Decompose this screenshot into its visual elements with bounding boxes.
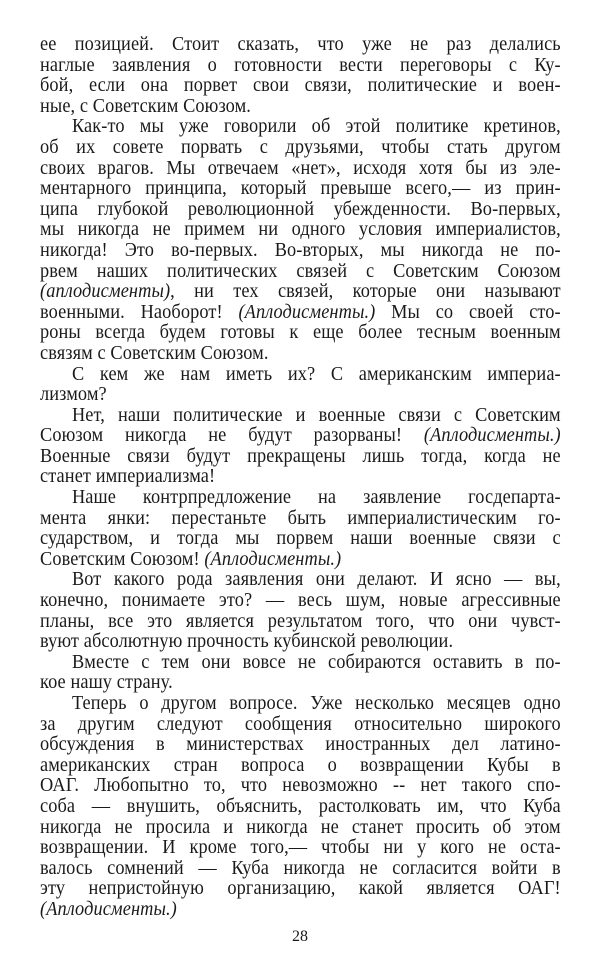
text-line: сударством, и тогда мы порвем наши военные связи с [40,528,561,550]
paragraph-7 [40,653,561,694]
text-line: никогда! Это во-первых. Во-вторых, мы никогда не по- [40,239,561,261]
text-line: соба — внушить, объяснить, растолковать им, что Куба [40,795,561,817]
paragraph-6 [40,570,561,652]
text-segment: Союзом никогда не будут разорваны! [40,425,424,447]
text-line: станет империализма! [40,466,216,488]
text-line: ОАГ. Любопытно то, что невозможно -- нет такого спо- [40,775,561,797]
applause-note: (Аплодисменты.) [204,548,342,570]
paragraph-1 [40,35,561,117]
text-line: вуют абсолютную прочность кубинской революции. [40,631,454,653]
text-line: наглые заявления о готовности вести переговоры с Ку- [40,54,561,76]
text-line: ные, с Советским Союзом. [40,95,251,117]
applause-note: (аплодисменты) [40,281,171,303]
text-line: Вот какого рода заявления они делают. И ясно — вы, [71,569,561,591]
text-segment: Мы со своей сто- [375,301,561,323]
text-line: связям с Советским Союзом. [40,342,269,364]
text-line [40,303,561,324]
text-line: Как-то мы уже говорили об этой политике кретинов, [71,116,561,138]
paragraph-3 [40,365,561,406]
paragraph-5 [40,488,561,570]
text-line: ципа глубокой революционной убежденности. Во-первых, [40,198,561,220]
text-line: валось сомнений — Куба никогда не согласится войти в [40,857,561,879]
text-line [40,550,561,571]
text-line [40,426,561,447]
text-segment: военными. Наоборот! [40,301,239,323]
paragraph-4 [40,406,561,488]
text-line: Вместе с тем они вовсе не собираются оставить в по- [71,651,561,673]
text-line: лизмом? [40,384,107,406]
text-line: планы, все это является результатом того, что они чувст- [40,610,561,632]
text-line: Военные связи будут прекращены лишь тогда, когда не [40,445,561,467]
text-line: Теперь о другом вопросе. Уже несколько месяцев одно [71,693,561,714]
text-line: кое нашу страну. [40,672,173,694]
text-line: за другим следуют сообщения относительно широкого [40,713,561,735]
text-line: возвращении. И кроме того,— чтобы ни у кого не оста- [40,837,561,859]
applause-note: (Аплодисменты.) [238,301,376,323]
text-line: обсуждения в министерствах иностранных дел латино- [40,734,561,756]
text-line: мента янки: перестаньте быть империалистическим го- [40,507,561,529]
text-line [40,900,561,921]
text-line: никогда не просила и никогда не станет просить об этом [40,816,561,838]
text-line: мы никогда не примем ни одного условия империалистов, [40,219,561,241]
text-line: роны всегда будем готовы к еще более тесным военным [40,322,561,344]
text-line [40,282,561,303]
text-line: своих врагов. Мы отвечаем «нет», исходя хотя бы из эле- [40,157,561,179]
text-segment: Советским Союзом! [40,548,205,570]
text-line: бой, если она порвет свои связи, политические и воен- [40,75,561,97]
paragraph-8 [40,694,561,921]
applause-note: (Аплодисменты.) [423,425,561,447]
text-line: эту непристойную организацию, какой является ОАГ! [40,878,561,900]
text-line: конечно, понимаете это? — весь шум, новые агрессивные [40,590,561,612]
applause-note: (Аплодисменты.) [40,898,177,920]
page-body [40,35,561,921]
text-line: об их совете порвать с друзьями, чтобы стать другом [40,136,561,158]
text-line: Нет, наши политические и военные связи с Советским [71,404,561,426]
text-line: Наше контрпредложение на заявление госдепарта- [71,487,561,509]
text-line: рвем наших политических связей с Советским Союзом [40,260,561,282]
text-line: ментарного принципа, который превыше всего,— из прин- [40,178,561,200]
text-line: американских стран вопроса о возвращении Кубы в [40,754,561,776]
text-line: ее позицией. Стоит сказать, что уже не раз делались [40,34,561,55]
paragraph-2 [40,117,561,364]
page-number: 28 [292,928,308,945]
text-line: С кем же нам иметь их? С американским империа- [71,363,561,385]
text-segment: , ни тех связей, которые они называют [170,281,561,303]
